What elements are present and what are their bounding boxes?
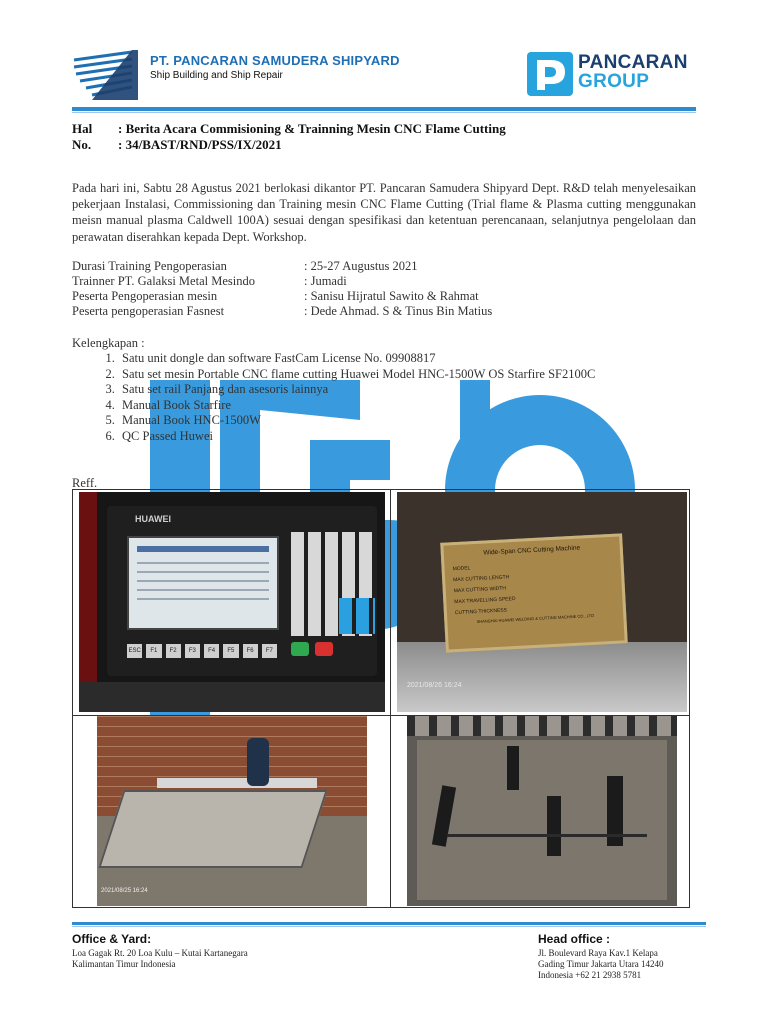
photo-cut-plate (407, 716, 677, 906)
group-name-line1: PANCARAN (578, 52, 688, 73)
fkey: F6 (243, 644, 258, 658)
list-item: 2. Satu set mesin Portable CNC flame cutting Huawei Model HNC-1500W OS Starfire SF2100C (118, 367, 595, 383)
fkey: F3 (185, 644, 200, 658)
no-label: No. (72, 137, 92, 152)
body-paragraph: Pada hari ini, Sabtu 28 Agustus 2021 berlokasi dikantor PT. Pancaran Samudera Shipyard Dept. R&D telah menyelesaikan pekerjaan Instalasi, Commissioning dan Training mesin CNC Flame Cutting (Trial flame & Plasma cutting menggunakan meisn manual plasma Caldwell 100A) sesuai dengan spesifikasi dan ketentuan perencanaan, selanjutnya pengelolaan dan perawatan diserahkan kepada Dept. Workshop. (72, 181, 696, 244)
reff-label: Reff. (72, 476, 98, 490)
head-line: Indonesia +62 21 2938 5781 (538, 970, 642, 980)
detail-value: : Sanisu Hijratul Sawito & Rahmat (304, 289, 479, 303)
list-item: 6. QC Passed Huwei (118, 429, 595, 445)
nameplate-title: Wide-Span CNC Cutting Machine (483, 544, 581, 557)
kelengkapan-section (72, 336, 595, 445)
detail-label: Durasi Training Pengoperasian (72, 259, 227, 273)
fkey: F1 (146, 644, 161, 658)
office-address (72, 948, 248, 970)
list-item: 1. Satu unit dongle dan software FastCam License No. 09908817 (118, 351, 595, 367)
fkey: ESC (127, 644, 142, 658)
subject-number (72, 137, 282, 153)
panel-screen (127, 536, 279, 630)
nameplate-row: CUTTING THICKNESS (454, 607, 508, 617)
office-heading: Office & Yard: (72, 932, 152, 946)
head-office-heading: Head office : (538, 932, 611, 946)
list-item: 3. Satu set rail Panjang dan asesoris lainnya (118, 382, 595, 398)
group-name-line2: GROUP (578, 71, 650, 92)
fkey: F5 (223, 644, 238, 658)
photo-workshop (97, 716, 367, 906)
panel-brand: HUAWEI (135, 514, 171, 524)
panel-function-keys (127, 644, 277, 658)
detail-row (72, 274, 347, 289)
pancaran-group-logo-icon (527, 52, 573, 96)
company-tagline: Ship Building and Ship Repair (150, 70, 283, 81)
nameplate-row: MAX CUTTING WIDTH (453, 585, 507, 595)
footer-divider (72, 922, 706, 925)
photo-timestamp: 2021/08/25 16:24 (101, 888, 148, 894)
detail-value: : 25-27 Augustus 2021 (304, 259, 418, 273)
detail-row (72, 304, 492, 319)
office-line: Kalimantan Timur Indonesia (72, 959, 176, 969)
detail-value: : Jumadi (304, 274, 347, 288)
no-value: : 34/BAST/RND/PSS/IX/2021 (118, 137, 282, 152)
kelengkapan-list (72, 351, 595, 445)
hal-label: Hal (72, 121, 93, 136)
nameplate-row: MAX CUTTING LENGTH (453, 574, 510, 584)
kelengkapan-heading: Kelengkapan : (72, 336, 145, 350)
detail-label: Peserta Pengoperasian mesin (72, 289, 218, 303)
subject-hal (72, 121, 506, 137)
shipyard-logo-icon (72, 46, 142, 102)
detail-label: Trainner PT. Galaksi Metal Mesindo (72, 274, 255, 288)
photo-control-panel (79, 492, 385, 712)
photo-nameplate (397, 492, 687, 712)
hal-value: : Berita Acara Commisioning & Trainning Mesin CNC Flame Cutting (118, 121, 506, 136)
fkey: F4 (204, 644, 219, 658)
footer-divider-thin (72, 926, 706, 927)
nameplate-row: MODEL (452, 565, 471, 573)
fkey: F7 (262, 644, 277, 658)
nameplate-footer: SHANGHAI HUAWEI WELDING & CUTTING MACHINE CO., LTD (476, 612, 595, 625)
list-item: 4. Manual Book Starfire (118, 398, 595, 414)
head-line: Jl. Boulevard Raya Kav.1 Kelapa (538, 948, 658, 958)
detail-label: Peserta pengoperasian Fasnest (72, 304, 225, 318)
company-name: PT. PANCARAN SAMUDERA SHIPYARD (150, 53, 400, 68)
fkey: F2 (166, 644, 181, 658)
detail-value: : Dede Ahmad. S & Tinus Bin Matius (304, 304, 493, 318)
nameplate (440, 533, 628, 652)
photo-grid (72, 489, 690, 908)
head-office-address (538, 948, 663, 981)
nameplate-row: MAX TRAVELLING SPEED (454, 595, 516, 606)
grid-divider-vertical (390, 490, 391, 907)
detail-row (72, 259, 418, 274)
list-item: 5. Manual Book HNC-1500W (118, 413, 595, 429)
header-divider-thin (72, 112, 696, 113)
head-line: Gading Timur Jakarta Utara 14240 (538, 959, 664, 969)
photo-timestamp: 2021/08/26 16:24 (407, 682, 462, 689)
office-line: Loa Gagak Rt. 20 Loa Kulu – Kutai Kartanegara (72, 948, 248, 958)
header-divider (72, 107, 696, 111)
detail-row (72, 289, 479, 304)
